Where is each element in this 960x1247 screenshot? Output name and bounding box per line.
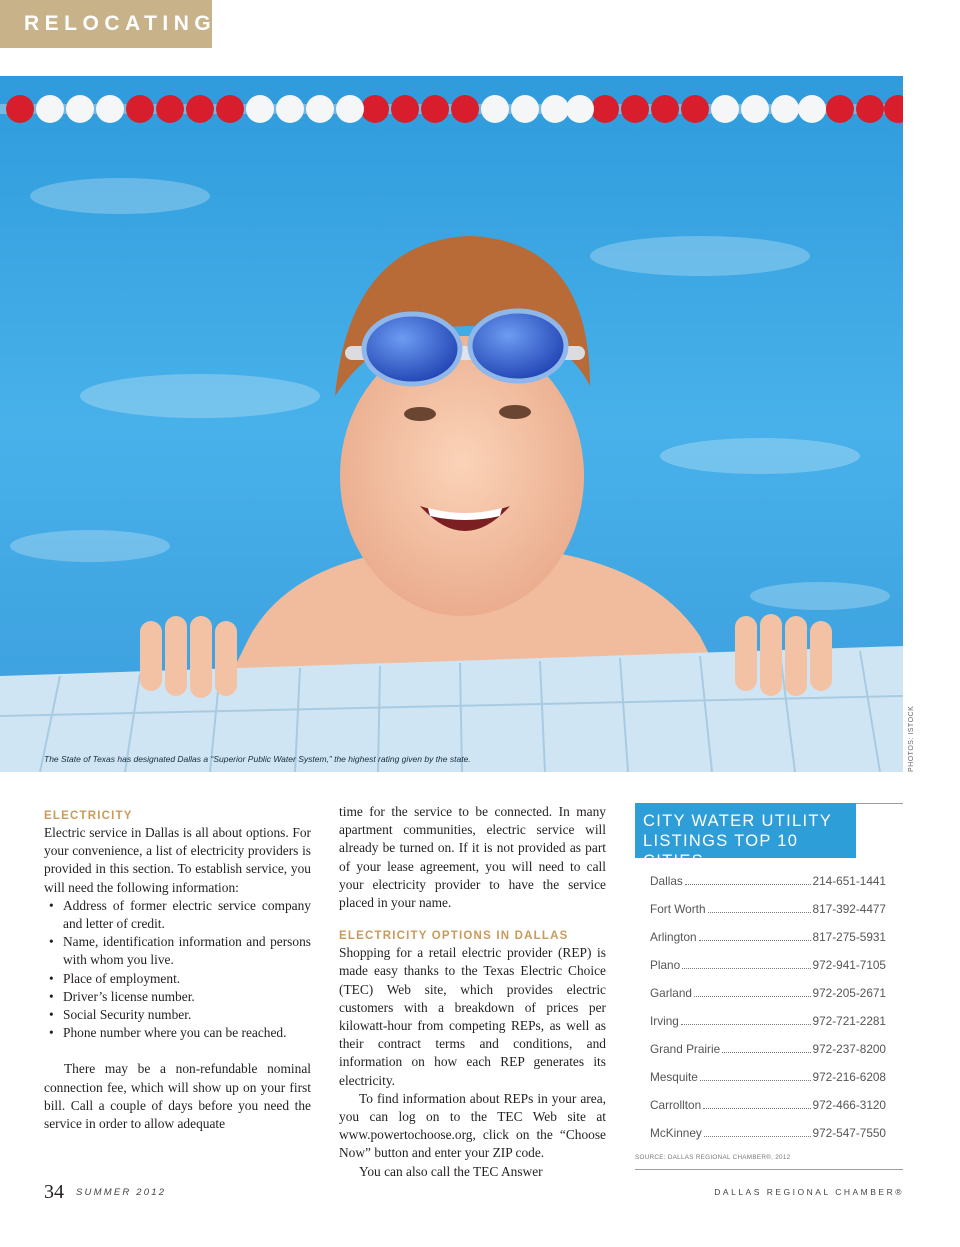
list-item: • Place of employment. bbox=[44, 970, 311, 988]
phone-number: 972-941-7105 bbox=[812, 958, 886, 972]
phone-number: 972-466-3120 bbox=[812, 1098, 886, 1112]
city-name: Arlington bbox=[650, 930, 697, 944]
phone-number: 972-205-2671 bbox=[812, 986, 886, 1000]
phone-number: 972-721-2281 bbox=[812, 1014, 886, 1028]
box-bottom-rule bbox=[635, 1169, 903, 1170]
source-note: SOURCE: DALLAS REGIONAL CHAMBER®, 2012 bbox=[635, 1154, 791, 1161]
publication-name: DALLAS REGIONAL CHAMBER® bbox=[714, 1187, 904, 1197]
utility-row bbox=[650, 1126, 886, 1142]
list-item: • Social Security number. bbox=[44, 1006, 311, 1024]
required-info-list bbox=[44, 897, 311, 1043]
utility-row bbox=[650, 1014, 886, 1030]
service-continuation: time for the service to be connected. In many apartment communities, electric service will already be turned on. If it is not provided as part of your lease agreement, you will need to call your electricity provider to have the service placed in your name. bbox=[339, 804, 606, 911]
options-paragraph-3: You can also call the TEC Answer bbox=[359, 1163, 543, 1179]
water-title-line-1: CITY WATER UTILITY bbox=[643, 812, 833, 830]
options-paragraph-1: Shopping for a retail electric provider (REP) is made easy thanks to the Texas Electric Choice (TEC) Web site, which provides electric customers with a breakdown of prices per kilowatt-hour from competing REPs, as well as their contract terms and conditions, and information on how each REP generates its electricity. bbox=[339, 945, 606, 1088]
city-name: Carrollton bbox=[650, 1098, 702, 1112]
phone-number: 817-275-5931 bbox=[812, 930, 886, 944]
issue-label: SUMMER 2012 bbox=[76, 1187, 167, 1198]
phone-number: 972-547-7550 bbox=[812, 1126, 886, 1140]
section-tab-label: RELOCATING bbox=[24, 12, 217, 35]
utility-row bbox=[650, 1070, 886, 1086]
page-number: 34 bbox=[44, 1181, 64, 1203]
utility-row bbox=[650, 1098, 886, 1114]
list-item: • Address of former electric service company and letter of credit. bbox=[44, 897, 311, 933]
pool-photo bbox=[0, 76, 903, 772]
connection-fee-paragraph: There may be a non-refundable nominal connection fee, which will show up on your first bill. Call a couple of days before you need the service in order to allow adequate bbox=[44, 1061, 311, 1132]
city-name: Mesquite bbox=[650, 1070, 698, 1084]
options-paragraph-2: To find information about REPs in your area, you can log on to the TEC Web site at www.powertochoose.org, click on the “Choose Now” button and enter your ZIP code. bbox=[339, 1090, 606, 1161]
column-options bbox=[339, 803, 606, 1181]
box-top-rule bbox=[856, 803, 903, 804]
utility-row bbox=[650, 1042, 886, 1058]
city-name: Plano bbox=[650, 958, 681, 972]
city-name: McKinney bbox=[650, 1126, 702, 1140]
phone-number: 817-392-4477 bbox=[812, 902, 886, 916]
phone-number: 972-216-6208 bbox=[812, 1070, 886, 1084]
column-electricity bbox=[44, 808, 311, 1133]
list-item: • Phone number where you can be reached. bbox=[44, 1024, 311, 1042]
utility-row bbox=[650, 902, 886, 918]
phone-number: 972-237-8200 bbox=[812, 1042, 886, 1056]
city-name: Irving bbox=[650, 1014, 679, 1028]
list-item: • Driver’s license number. bbox=[44, 988, 311, 1006]
water-utility-title bbox=[635, 803, 856, 870]
utility-row bbox=[650, 958, 886, 974]
city-name: Fort Worth bbox=[650, 902, 706, 916]
utility-row bbox=[650, 986, 886, 1002]
list-item: • Name, identification information and persons with whom you live. bbox=[44, 933, 311, 969]
water-title-line-2: LISTINGS TOP 10 CITIES bbox=[643, 832, 799, 870]
city-name: Garland bbox=[650, 986, 692, 1000]
photo-caption: The State of Texas has designated Dallas a “Superior Public Water System,” the highest rating given by the state. bbox=[44, 754, 471, 764]
options-heading: ELECTRICITY OPTIONS IN DALLAS bbox=[339, 930, 569, 943]
photo-credit: PHOTOS: ISTOCK bbox=[908, 705, 915, 772]
section-tab bbox=[0, 0, 217, 48]
utility-row bbox=[650, 930, 886, 946]
city-name: Grand Prairie bbox=[650, 1042, 721, 1056]
utility-row bbox=[650, 874, 886, 890]
phone-number: 214-651-1441 bbox=[812, 874, 886, 888]
city-name: Dallas bbox=[650, 874, 683, 888]
electricity-heading: ELECTRICITY bbox=[44, 810, 133, 822]
electricity-intro: Electric service in Dallas is all about options. For your convenience, a list of electricity providers is provided in this section. To establish service, you will need the following information: bbox=[44, 825, 311, 895]
